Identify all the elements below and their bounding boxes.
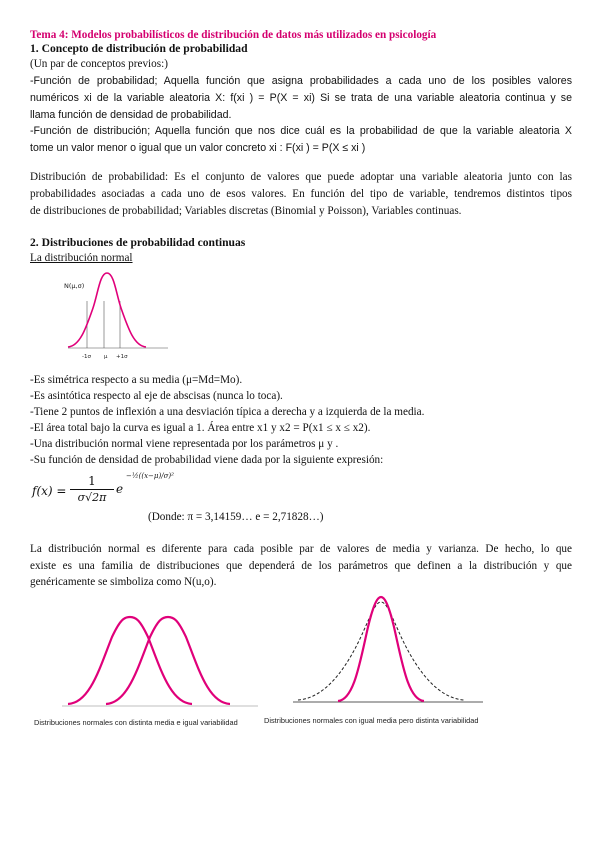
formula-fraction: [70, 474, 114, 504]
tick-mu: μ: [104, 354, 108, 360]
constants-note: (Donde: π = 3,14159… e = 2,71828…): [148, 511, 324, 523]
formula-numerator: 1: [88, 474, 96, 488]
bullet-area: -El área total bajo la curva es igual a 1. Área entre x1 y x2 = P(x1 ≤ x ≤ x2).: [30, 422, 371, 434]
bullet-density: -Su función de densidad de probabilidad viene dada por la siguiente expresión:: [30, 454, 384, 466]
tick-minus-sigma: -1σ: [82, 354, 91, 360]
section-2-heading: 2. Distribuciones de probabilidad continuas: [30, 236, 246, 249]
bullet-symmetry: -Es simétrica respecto a su media (μ=Md=Mo).: [30, 374, 243, 386]
bullet-asymptotic: -Es asintótica respecto al eje de abscisas (nunca lo toca).: [30, 390, 283, 402]
family-line-1: La distribución normal es diferente para cada posible par de valores de media y varianza. De hecho, lo que: [30, 543, 572, 555]
density-formula: [32, 472, 174, 514]
curve-right-mean: [106, 617, 230, 704]
prob-function-line-1: -Función de probabilidad; Aquella función que asigna probabilidades a cada uno de los posibles valores: [30, 75, 572, 87]
prob-distribution-line-1: Distribución de probabilidad: Es el conjunto de valores que puede adoptar una variable aleatoria junto con las: [30, 171, 572, 183]
prob-function-line-2: numéricos xi de la variable aleatoria X: f(xi ) = P(X = xi) Si se trata de una variable aleatoria continua y se: [30, 92, 572, 104]
curve-left-mean: [68, 617, 192, 704]
family-line-3: genéricamente se simboliza como N(u,o).: [30, 576, 217, 588]
prob-function-line-3: llama función de densidad de probabilidad.: [30, 109, 232, 121]
formula-denominator: σ√2π: [77, 491, 107, 504]
prob-distribution-line-3: de distribuciones de probabilidad; Variables discretas (Binomial y Poisson), Variables continuas.: [30, 205, 462, 217]
tick-plus-sigma: +1σ: [116, 354, 128, 360]
bullet-inflection: -Tiene 2 puntos de inflexión a una desviación típica a derecha y a izquierda de la media.: [30, 406, 425, 418]
normal-curve-figure: [60, 268, 170, 360]
curve-wide-dashed: [298, 602, 464, 700]
fig2-caption: Distribuciones normales con distinta media e igual variabilidad: [34, 718, 238, 727]
section-1-heading: 1. Concepto de distribución de probabilidad: [30, 42, 248, 55]
normal-distribution-subheading: La distribución normal: [30, 252, 133, 264]
fig3-caption: Distribuciones normales con igual media pero distinta variabilidad: [264, 716, 479, 725]
document-title: Tema 4: Modelos probabilísticos de distribución de datos más utilizados en psicología: [30, 29, 437, 41]
formula-exponent: −½((x−μ)/σ)²: [126, 472, 174, 480]
section-1-intro: (Un par de conceptos previos:): [30, 58, 168, 70]
formula-e: e: [116, 482, 124, 496]
bullet-parameters: -Una distribución normal viene representada por los parámetros μ y .: [30, 438, 339, 450]
family-line-2: existe es una familia de distribuciones que dependerá de los parámetros que definen a la distribución y que: [30, 560, 572, 572]
different-variability-figure: [288, 592, 488, 722]
fraction-bar: [70, 489, 114, 490]
prob-distribution-line-2: probabilidades asociadas a cada uno de esos valores. En función del tipo de variable, tendremos distintos tipos: [30, 188, 572, 200]
curve-narrow: [338, 597, 424, 701]
normal-label: N(μ,σ): [64, 282, 85, 290]
dist-function-line-1: -Función de distribución; Aquella función que nos dice cuál es la probabilidad de que la variable aleatoria X: [30, 125, 572, 137]
formula-lhs: f(x) =: [32, 484, 67, 498]
dist-function-line-2: tome un valor menor o igual que un valor concreto xi : F(xi ) = P(X ≤ xi ): [30, 142, 366, 154]
different-mean-figure: [60, 612, 260, 710]
